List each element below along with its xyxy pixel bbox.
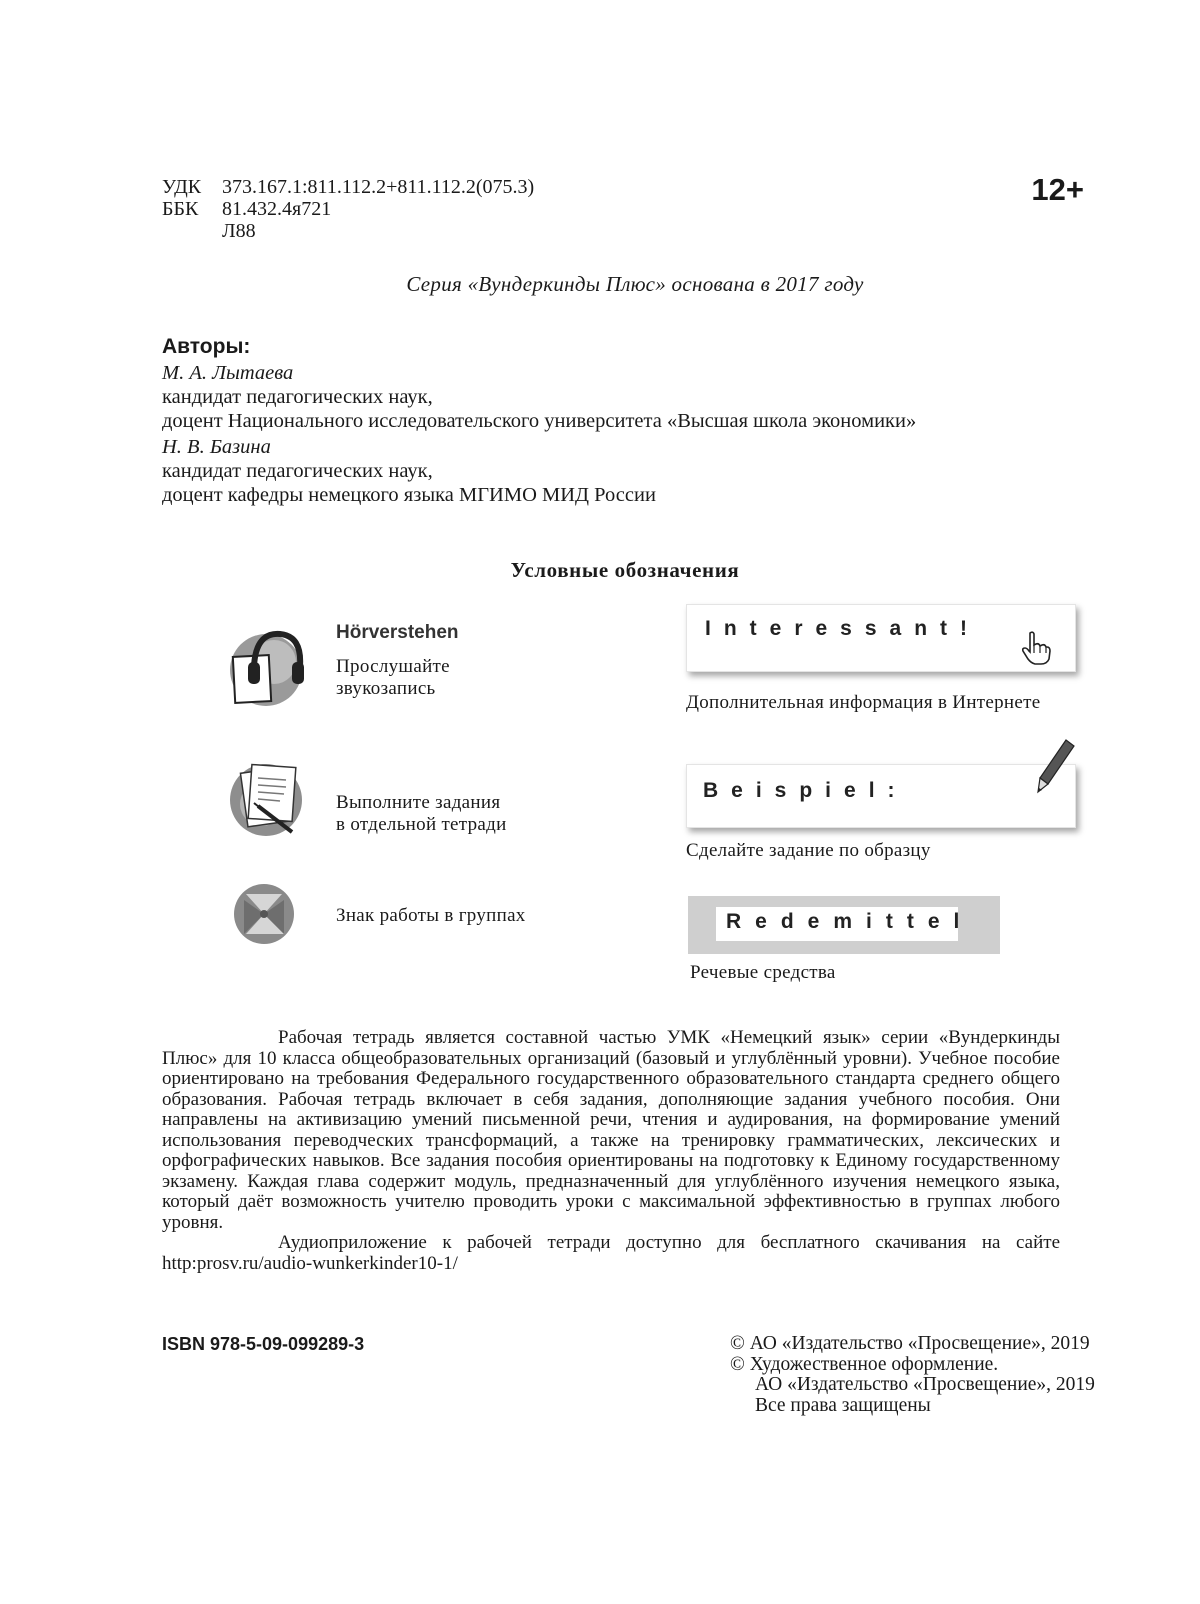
redemittel-label-plate xyxy=(716,907,974,941)
authors-heading: Авторы: xyxy=(162,335,251,358)
author-degree: кандидат педагогических наук, xyxy=(162,460,433,482)
interessant-box xyxy=(686,604,1076,672)
beispiel-box-text: Beispiel: xyxy=(703,779,908,802)
group-work-icon xyxy=(232,882,296,946)
author-mark: Л88 xyxy=(222,220,256,242)
author-name: Н. В. Базина xyxy=(162,436,271,458)
listening-line: Прослушайте xyxy=(336,656,450,677)
copyright-line: Все права защищены xyxy=(755,1394,931,1416)
copyright-line: © АО «Издательство «Просвещение», 2019 xyxy=(730,1333,1090,1354)
listening-description xyxy=(336,656,450,700)
udk-value: 373.167.1:811.112.2+811.112.2(075.3) xyxy=(222,176,535,198)
author-degree: кандидат педагогических наук, xyxy=(162,386,433,408)
authors-block xyxy=(162,335,916,507)
beispiel-box xyxy=(686,764,1076,828)
beispiel-caption: Сделайте задание по образцу xyxy=(686,840,931,861)
age-rating: 12+ xyxy=(1031,172,1084,207)
notebook-line: Выполните задания xyxy=(336,792,501,813)
notebook-pen-icon xyxy=(228,760,308,840)
series-note: Серия «Вундеркинды Плюс» основана в 2017 году xyxy=(406,272,864,296)
pencil-icon xyxy=(1036,738,1076,799)
redemittel-box-text: Redemittel xyxy=(726,910,974,933)
description-paragraph: Рабочая тетрадь является составной частью УМК «Немецкий язык» серии «Вундеркинды Плюс» для 10 класса общеобразовательных организаций (базовый и углублённый уровни). Учебное пособие ориентировано на требования Федерального государственного образовательного стандарта среднего общего образования. Рабочая тетрадь включает в себя задания, дополняющие задания учебного пособия. Они направлены на активизацию умений письменной речи, чтения и аудирования, на формирование умений использования переводческих трансформаций, а также на тренировку грамматических, лексических и орфографических навыков. Все задания пособия ориентированы на подготовку к Единому государственному экзамену. Каждая глава содержит модуль, предназначенный для углублённого изучения немецкого языка, который даёт возможность учителю проводить уроки с максимальной эффективностью в группах любого уровня. xyxy=(162,1027,1060,1233)
notebook-line: в отдельной тетради xyxy=(336,814,507,835)
pointer-hand-icon xyxy=(1021,631,1051,670)
listening-heading: Hörverstehen xyxy=(336,622,459,643)
copyright-line: АО «Издательство «Просвещение», 2019 xyxy=(755,1374,1095,1395)
description-block xyxy=(162,1028,1060,1274)
copyright-block xyxy=(730,1334,1095,1416)
classification-block xyxy=(162,176,534,242)
bbk-value: 81.432.4я721 xyxy=(222,198,332,220)
listening-line: звукозапись xyxy=(336,678,436,699)
interessant-box-text: Interessant! xyxy=(705,617,981,640)
headphones-icon xyxy=(228,626,308,710)
legend-title: Условные обозначения xyxy=(510,558,740,582)
bbk-label: ББК xyxy=(162,198,199,220)
notebook-description xyxy=(336,792,507,836)
udk-label: УДК xyxy=(162,176,202,198)
author-name: М. А. Лытаева xyxy=(162,362,294,384)
author-position: доцент кафедры немецкого языка МГИМО МИД России xyxy=(162,484,656,506)
groupwork-description: Знак работы в группах xyxy=(336,905,526,926)
redemittel-caption: Речевые средства xyxy=(690,962,836,983)
interessant-caption: Дополнительная информация в Интернете xyxy=(686,692,1041,713)
redemittel-box xyxy=(688,896,1000,954)
description-paragraph: Аудиоприложение к рабочей тетради доступно для бесплатного скачивания на сайте http:prosv.ru/audio-wunkerkinder10-1/ xyxy=(162,1232,1060,1274)
author-position: доцент Национального исследовательского университета «Высшая школа экономики» xyxy=(162,410,917,432)
copyright-line: © Художественное оформление. xyxy=(730,1353,999,1375)
isbn: ISBN 978-5-09-099289-3 xyxy=(162,1334,365,1354)
